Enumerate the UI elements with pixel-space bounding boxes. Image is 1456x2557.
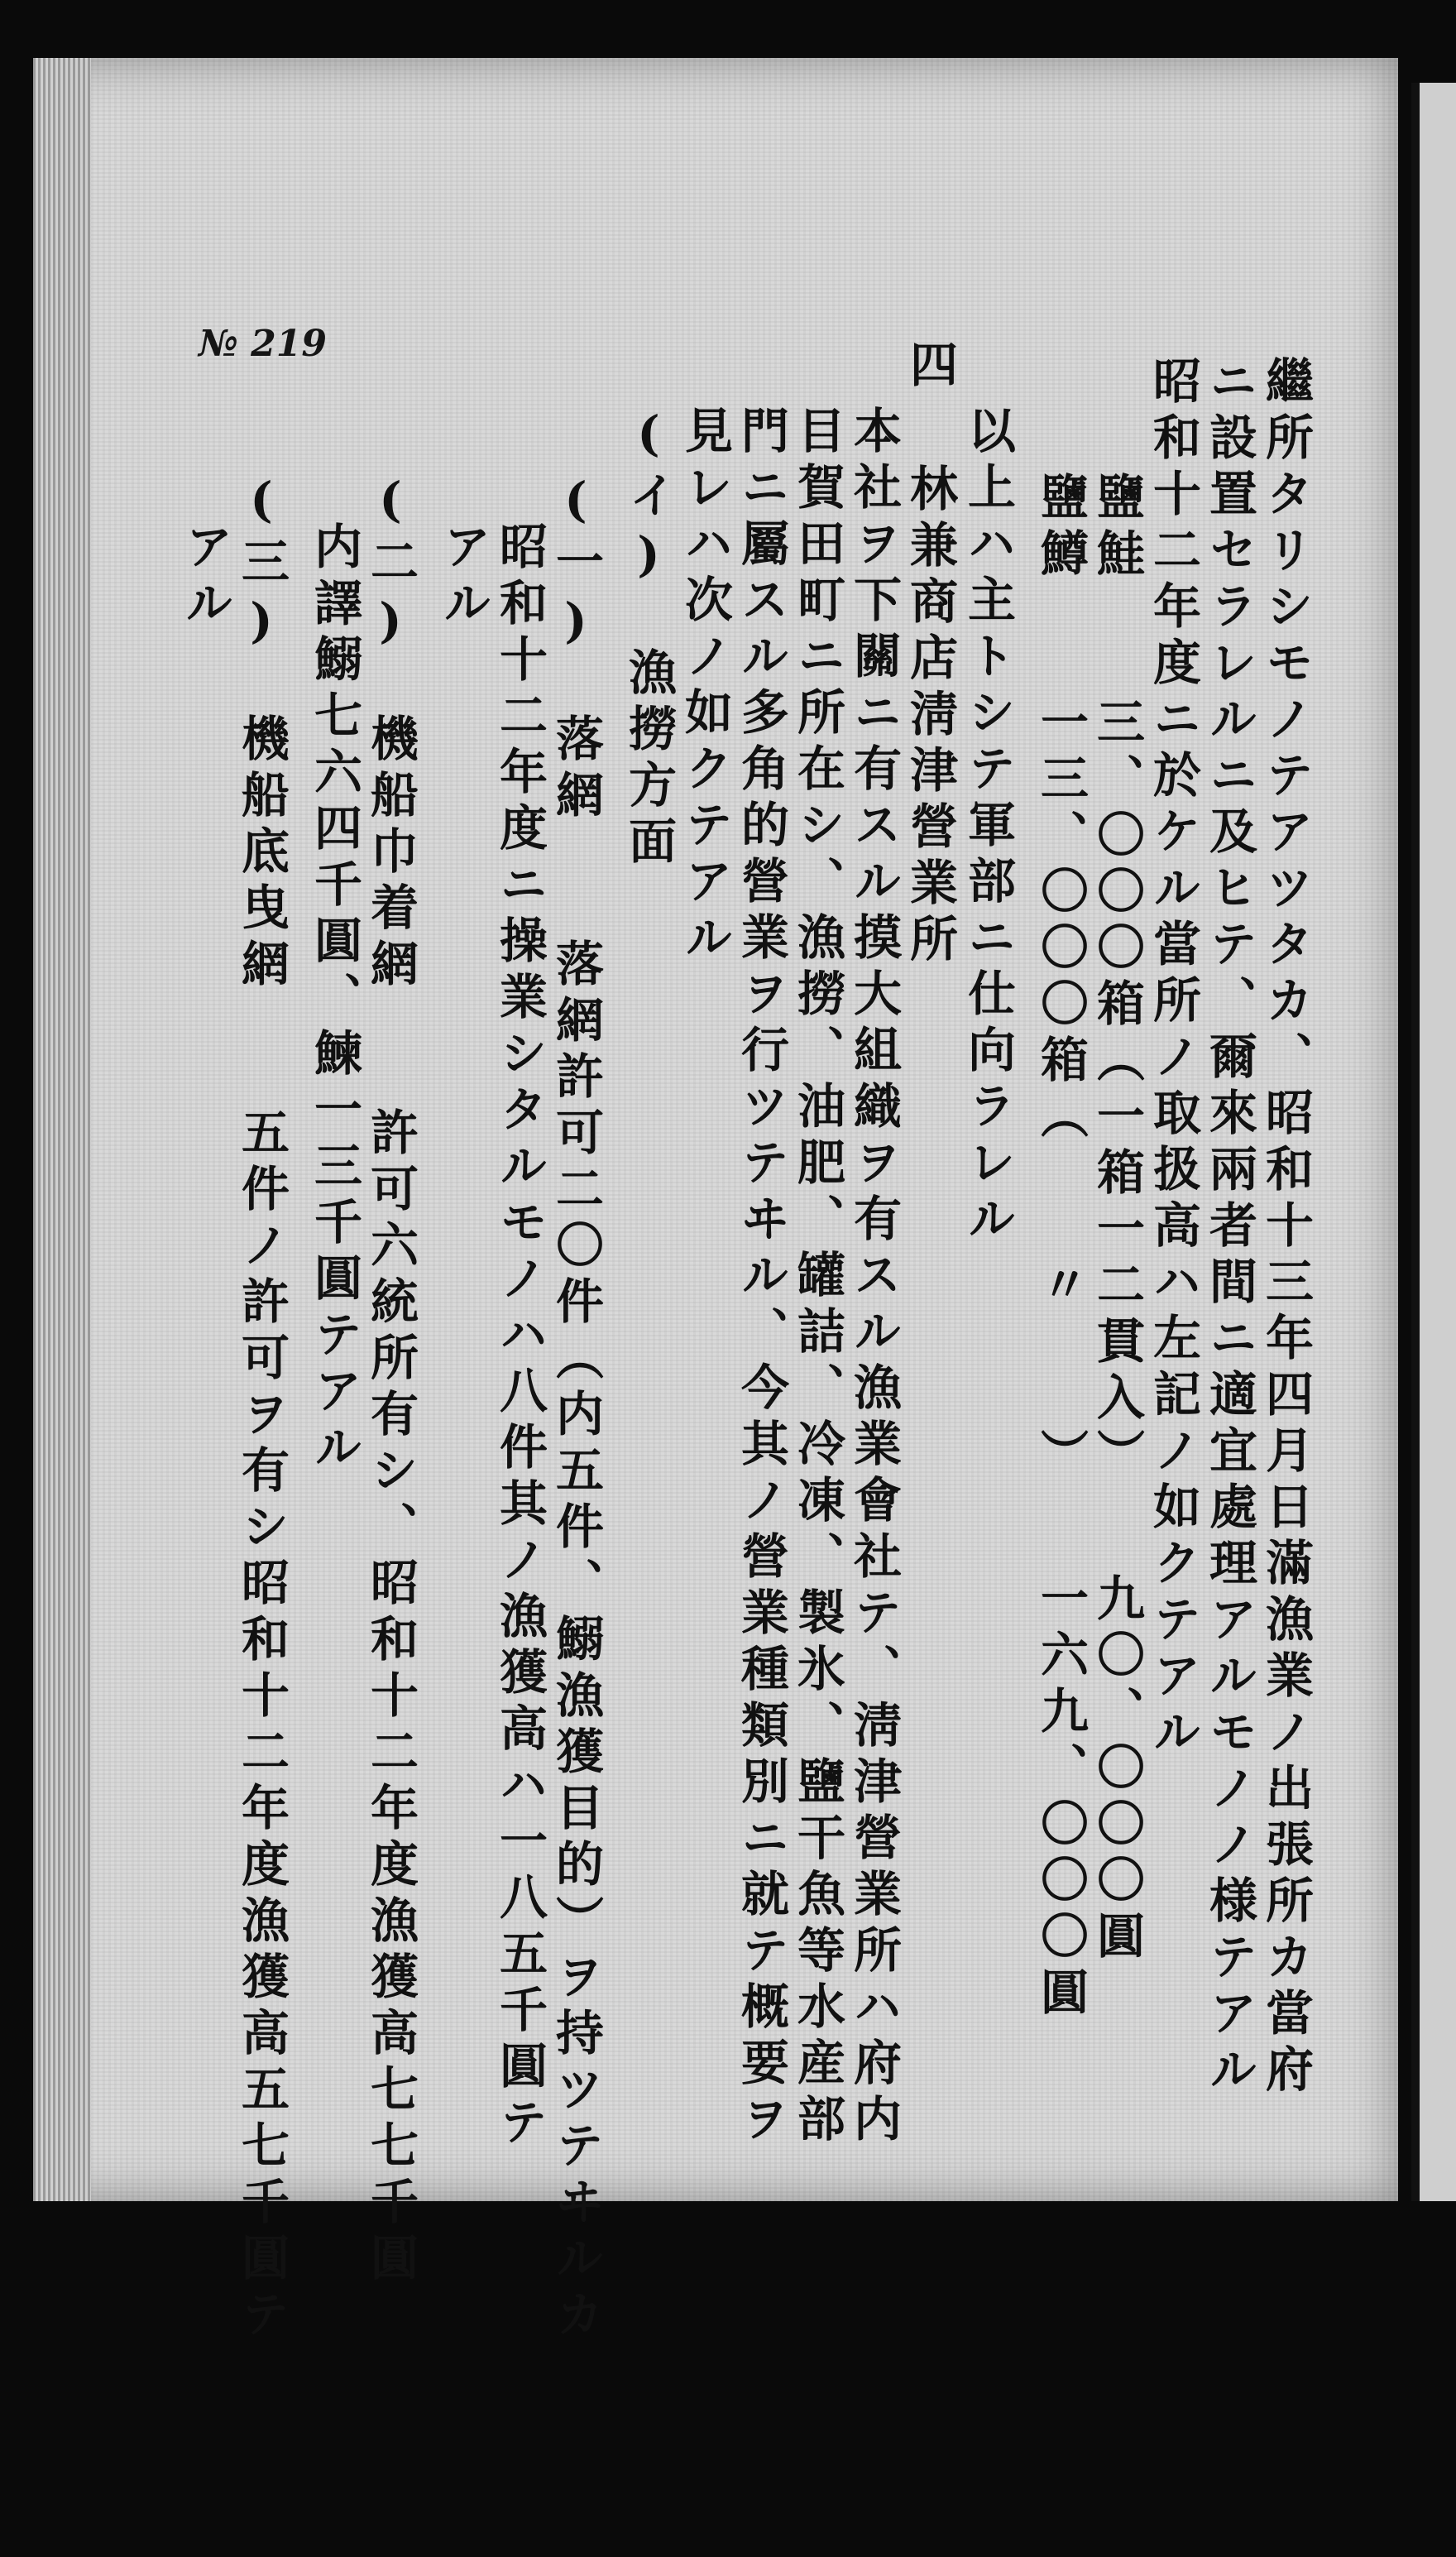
text-column-4: 鹽鮭 三、〇〇〇箱（一箱一二貫入） 九〇、〇〇〇圓 [1089,472,1145,1967]
text-column-15: 昭和十二年度ニ操業シタルモノハ八件其ノ漁獲高ハ一八五千圓テ [491,521,548,2153]
adjacent-page-edge [1411,83,1456,2201]
text-column-13: (イ) 漁撈方面 [620,405,677,872]
page-number: № 219 [199,323,327,365]
text-column-8: 林兼商店淸津營業所 [902,463,958,970]
text-column-16: アル [435,521,491,634]
text-column-1: 繼所タリシモノテアツタカ、昭和十三年四月日滿漁業ノ出張所カ當府 [1257,356,1314,2100]
text-column-2: ニ設置セラレルニ及ヒテ、爾來兩者間ニ適宜處理アルモノノ様テアル [1201,356,1257,2100]
page-binding-edge [33,58,91,2201]
text-column-3: 昭和十二年度ニ於ケル當所ノ取扱高ハ左記ノ如クテアル [1145,356,1201,1763]
text-column-9: 本社ヲ下關ニ有スル摸大組織ヲ有スル漁業會社テ、淸津營業所ハ府内 [845,405,902,2150]
text-column-12: 見レハ次ノ如クテアル [677,405,733,968]
text-column-17: (二) 機船巾着網 許可六統所有シ、昭和十二年度漁獲高七七千圓 [362,472,419,2289]
text-column-7: 四 [902,339,958,396]
text-column-6: 以上ハ主トシテ軍部ニ仕向ラレル [960,405,1016,1250]
text-column-5: 鹽鱒 一三、〇〇〇箱（ 〃 ） 一六九、〇〇〇圓 [1032,472,1089,2023]
text-column-11: 門ニ屬スル多角的營業ヲ行ツテヰル、今其ノ營業種類別ニ就テ概要ヲ [733,405,789,2150]
text-column-14: (一) 落網 落網許可二〇件（内五件、鰯漁獲目的）ヲ持ツテヰルカ [548,472,604,2345]
text-column-20: アル [177,521,233,634]
text-column-18: 内譯鰯七六四千圓、鰊一三千圓テアル [306,521,362,1478]
document-page [33,58,1398,2345]
text-column-19: (三) 機船底曳網 五件ノ許可ヲ有シ昭和十二年度漁獲高五七千圓テ [233,472,290,2345]
text-column-10: 目賀田町ニ所在シ、漁撈、油肥、罐詰、冷凍、製氷、鹽干魚等水産部 [789,405,845,2150]
